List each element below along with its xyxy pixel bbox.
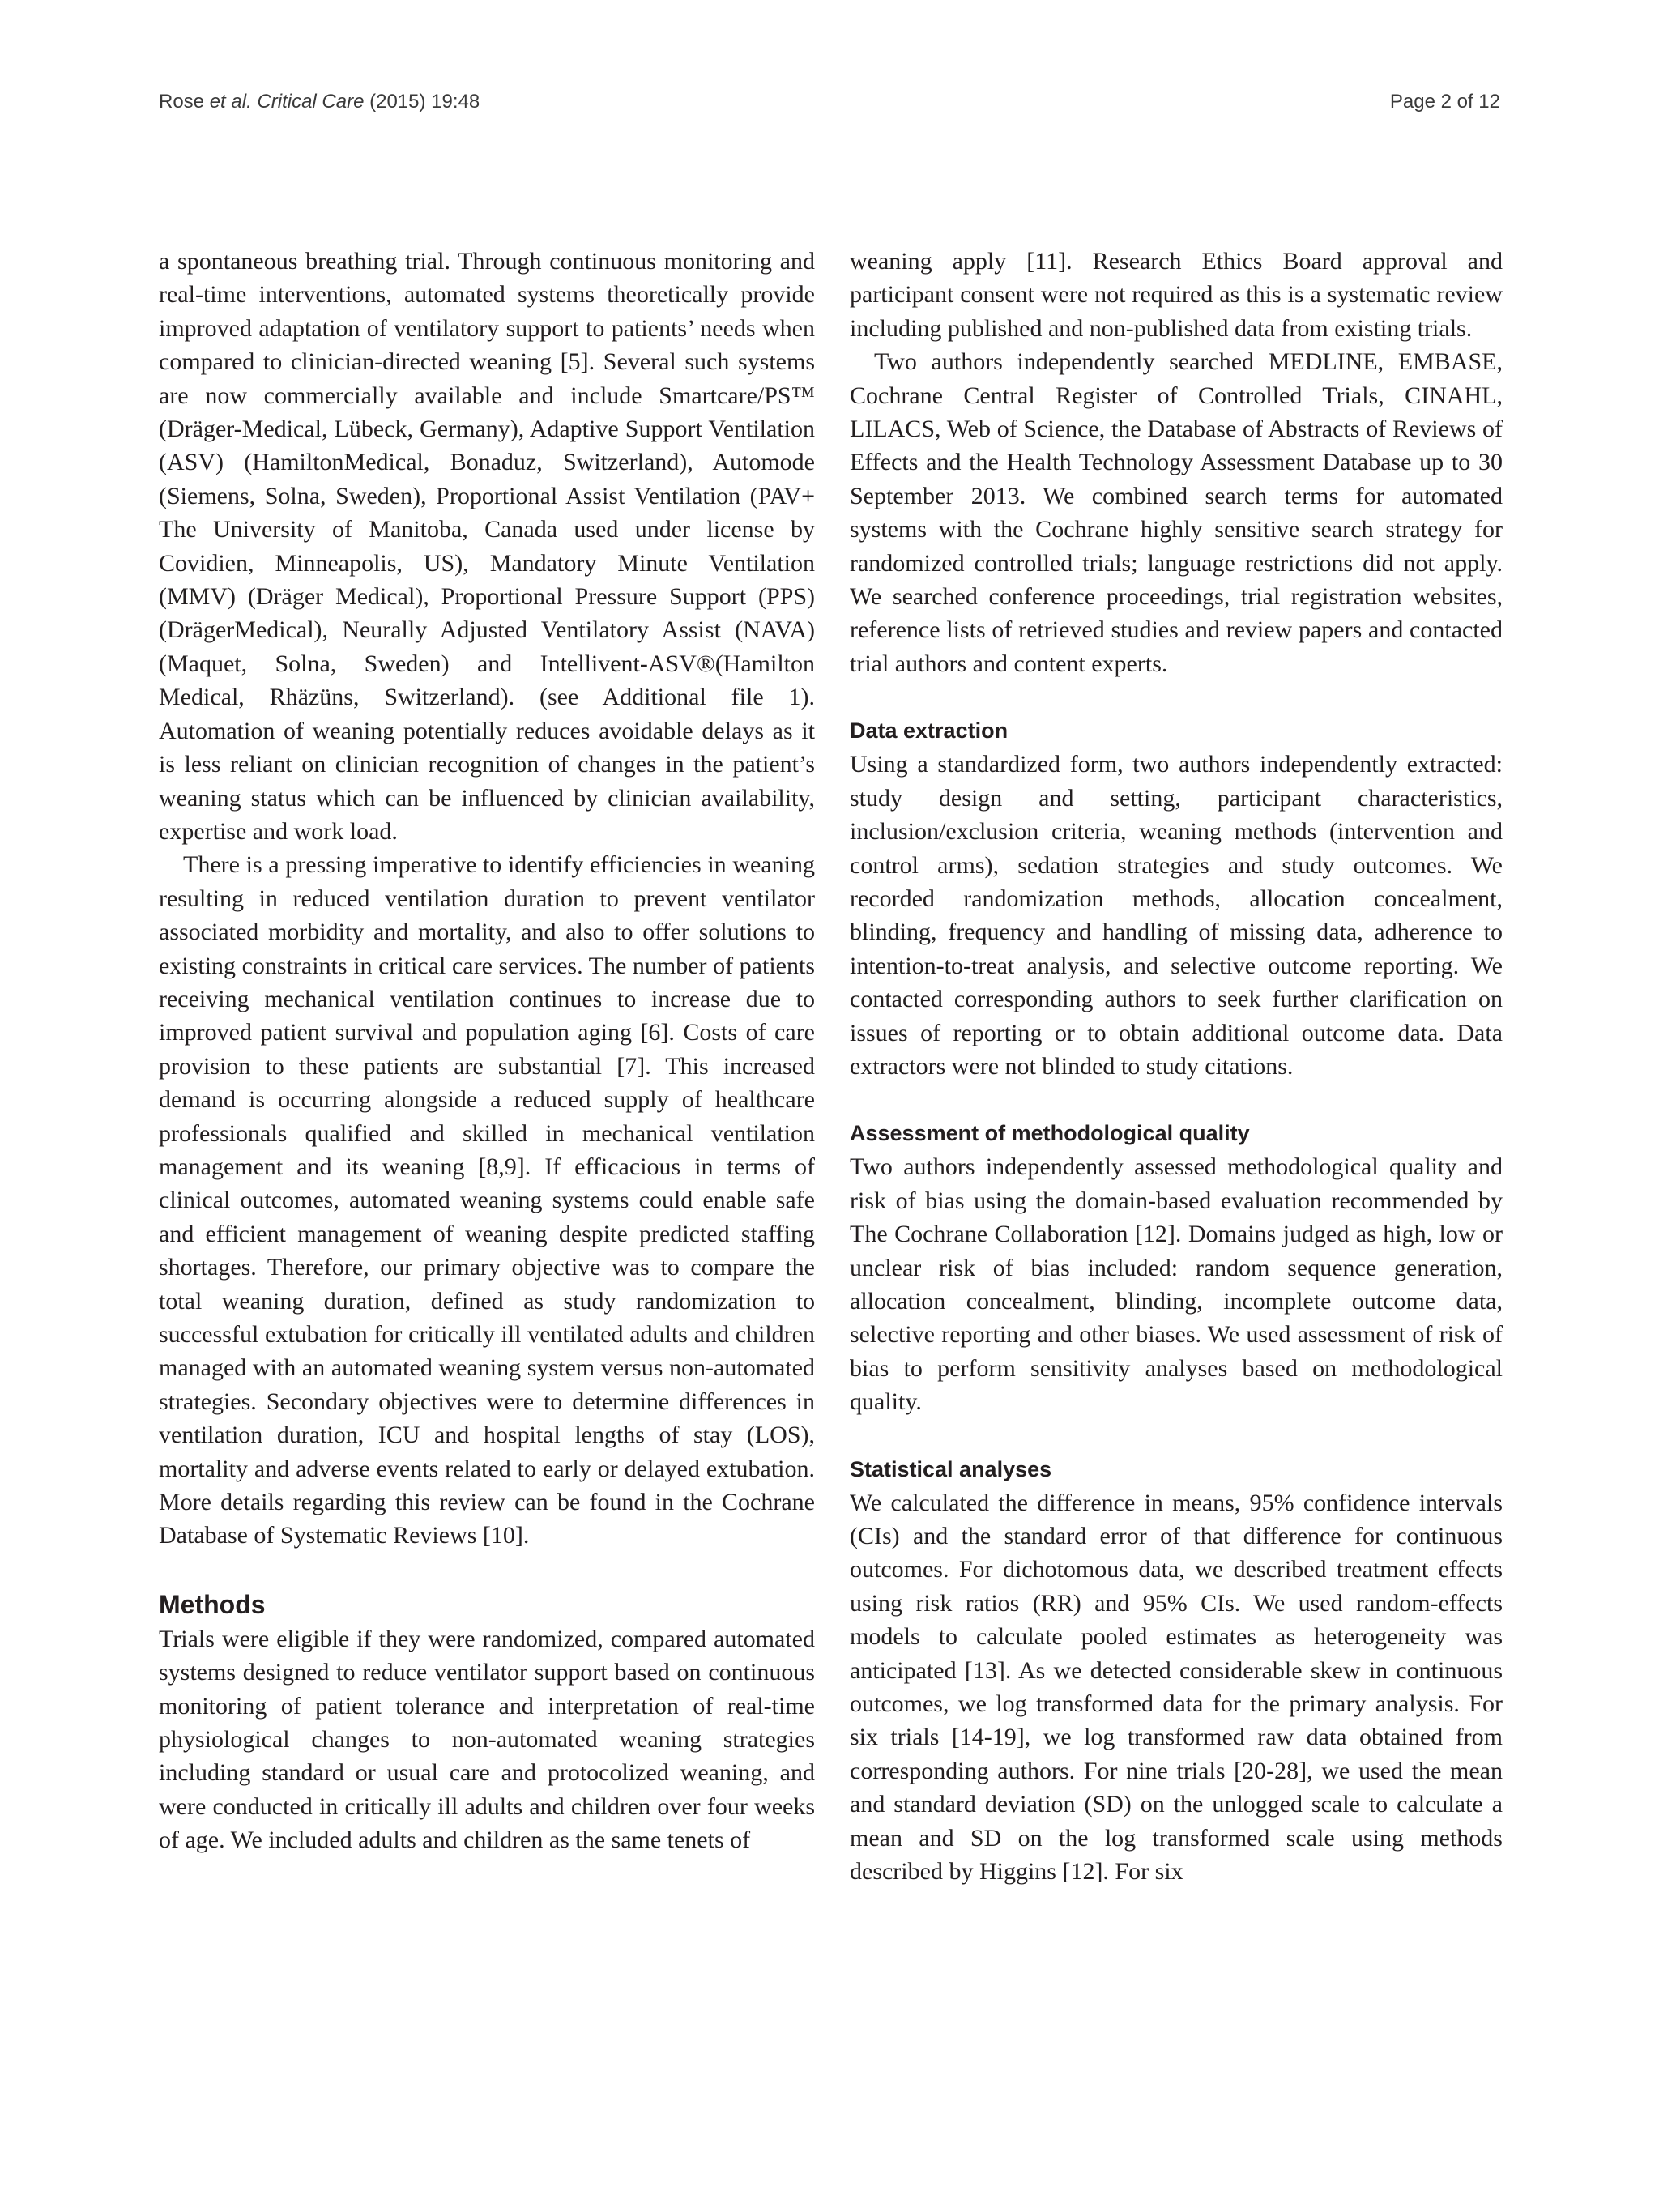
- header-authors: Rose: [159, 91, 210, 113]
- left-column: [159, 245, 815, 1857]
- data-extraction-heading: Data extraction: [850, 718, 1009, 744]
- quality-heading: Assessment of methodological quality: [850, 1121, 1250, 1146]
- header-volume: (2015) 19:48: [369, 91, 480, 113]
- header-journal: Critical Care: [257, 91, 365, 113]
- intro-paragraph-2: There is a pressing imperative to identify efficiencies in weaning resulting in reduced ventilation duration to prevent ventilator associated morbidity and mortality, and also to offer solutions to existing constraints in critical care services. The number of patients receiving mechanical ventilation continues to increase due to improved patient survival and population aging [6]. Costs of care provision to these patients are substantial [7]. This increased demand is occurring alongside a reduced supply of healthcare professionals qualified and skilled in mechanical ventilation management and its weaning [8,9]. If efficacious in terms of clinical outcomes, automated weaning systems could enable safe and efficient management of weaning despite predicted staffing shortages. Therefore, our primary objective was to compare the total weaning duration, defined as study randomization to successful extubation for critically ill ventilated adults and children managed with an automated weaning system versus non-automated strategies. Secondary objectives were to determine differences in ventilation duration, ICU and hospital lengths of stay (LOS), mortality and adverse events related to early or delayed extubation. More details regarding this review can be found in the Cochrane Database of Systematic Reviews [10].: [159, 851, 815, 1549]
- search-paragraph: Two authors independently searched MEDLINE, EMBASE, Cochrane Central Register of Controlled Trials, CINAHL, LILACS, Web of Science, the Database of Abstracts of Reviews of Effects and the Health Technology Assessment Database up to 30 September 2013. We combined search terms for automated systems with the Cochrane highly sensitive search strategy for randomized controlled trials; language restrictions did not apply. We searched conference proceedings, trial registration websites, reference lists of retrieved studies and review papers and contacted trial authors and content experts.: [850, 348, 1503, 677]
- running-header: [159, 91, 1500, 123]
- methods-paragraph: Trials were eligible if they were randomized, compared automated systems designed to reduce ventilator support based on continuous monitoring of patient tolerance and interpretation of real-time physiological changes to non-automated weaning strategies including standard or usual care and protocolized weaning, and were conducted in critically ill adults and children over four weeks of age. We included adults and children as the same tenets of: [159, 1625, 815, 1854]
- right-column: [850, 245, 1503, 1888]
- header-page-number: Page 2 of 12: [1389, 91, 1500, 113]
- header-citation: [159, 91, 480, 113]
- statistical-analyses-paragraph: We calculated the difference in means, 95% confidence intervals (CIs) and the standard error of that difference for continuous outcomes. For dichotomous data, we described treatment effects using risk ratios (RR) and 95% CIs. We used random-effects models to calculate pooled estimates as heterogeneity was anticipated [13]. As we detected considerable skew in continuous outcomes, we log transformed data for the primary analysis. For six trials [14-19], we log transformed raw data obtained from corresponding authors. For nine trials [20-28], we used the mean and standard deviation (SD) on the unlogged scale to calculate a mean and SD on the log transformed scale using methods described by Higgins [12]. For six: [850, 1489, 1503, 1886]
- quality-paragraph: Two authors independently assessed methodological quality and risk of bias using the domain-based evaluation recommended by The Cochrane Collaboration [12]. Domains judged as high, low or unclear risk of bias included: random sequence generation, allocation concealment, blinding, incomplete outcome data, selective reporting and other biases. We used assessment of risk of bias to perform sensitivity analyses based on methodological quality.: [850, 1153, 1503, 1416]
- statistical-analyses-heading: Statistical analyses: [850, 1456, 1052, 1481]
- intro-paragraph-1: a spontaneous breathing trial. Through continuous monitoring and real-time interventions, automated systems theoretically provide improved adaptation of ventilatory support to patients’ needs when compared to clinician-directed weaning [5]. Several such systems are now commercially available and include Smartcare/PS™ (Dräger-Medical, Lübeck, Germany), Adaptive Support Ventilation (ASV) (HamiltonMedical, Bonaduz, Switzerland), Automode (Siemens, Solna, Sweden), Proportional Assist Ventilation (PAV+ The University of Manitoba, Canada used under license by Covidien, Minneapolis, US), Mandatory Minute Ventilation (MMV) (Dräger Medical), Proportional Pressure Support (PPS) (DrägerMedical), Neurally Adjusted Ventilatory Assist (NAVA) (Maquet, Solna, Sweden) and Intellivent-ASV®(Hamilton Medical, Rhäzüns, Switzerland). (see Additional file 1). Automation of weaning potentially reduces avoidable delays as it is less reliant on clinician recognition of changes in the patient’s weaning status which can be influenced by clinician availability, expertise and work load.: [159, 248, 815, 845]
- data-extraction-paragraph: Using a standardized form, two authors independently extracted: study design and setting, participant characteristics, inclusion/exclusion criteria, weaning methods (intervention and control arms), sedation strategies and study outcomes. We recorded randomization methods, allocation concealment, blinding, frequency and handling of missing data, adherence to intention-to-treat analysis, and selective outcome reporting. We contacted corresponding authors to seek further clarification on issues of reporting or to obtain additional outcome data. Data extractors were not blinded to study citations.: [850, 751, 1503, 1080]
- methods-heading: Methods: [159, 1589, 266, 1619]
- header-et-al: et al.: [209, 91, 252, 113]
- eligibility-paragraph: weaning apply [11]. Research Ethics Board approval and participant consent were not required as this is a systematic review including published and non-published data from existing trials.: [850, 248, 1503, 342]
